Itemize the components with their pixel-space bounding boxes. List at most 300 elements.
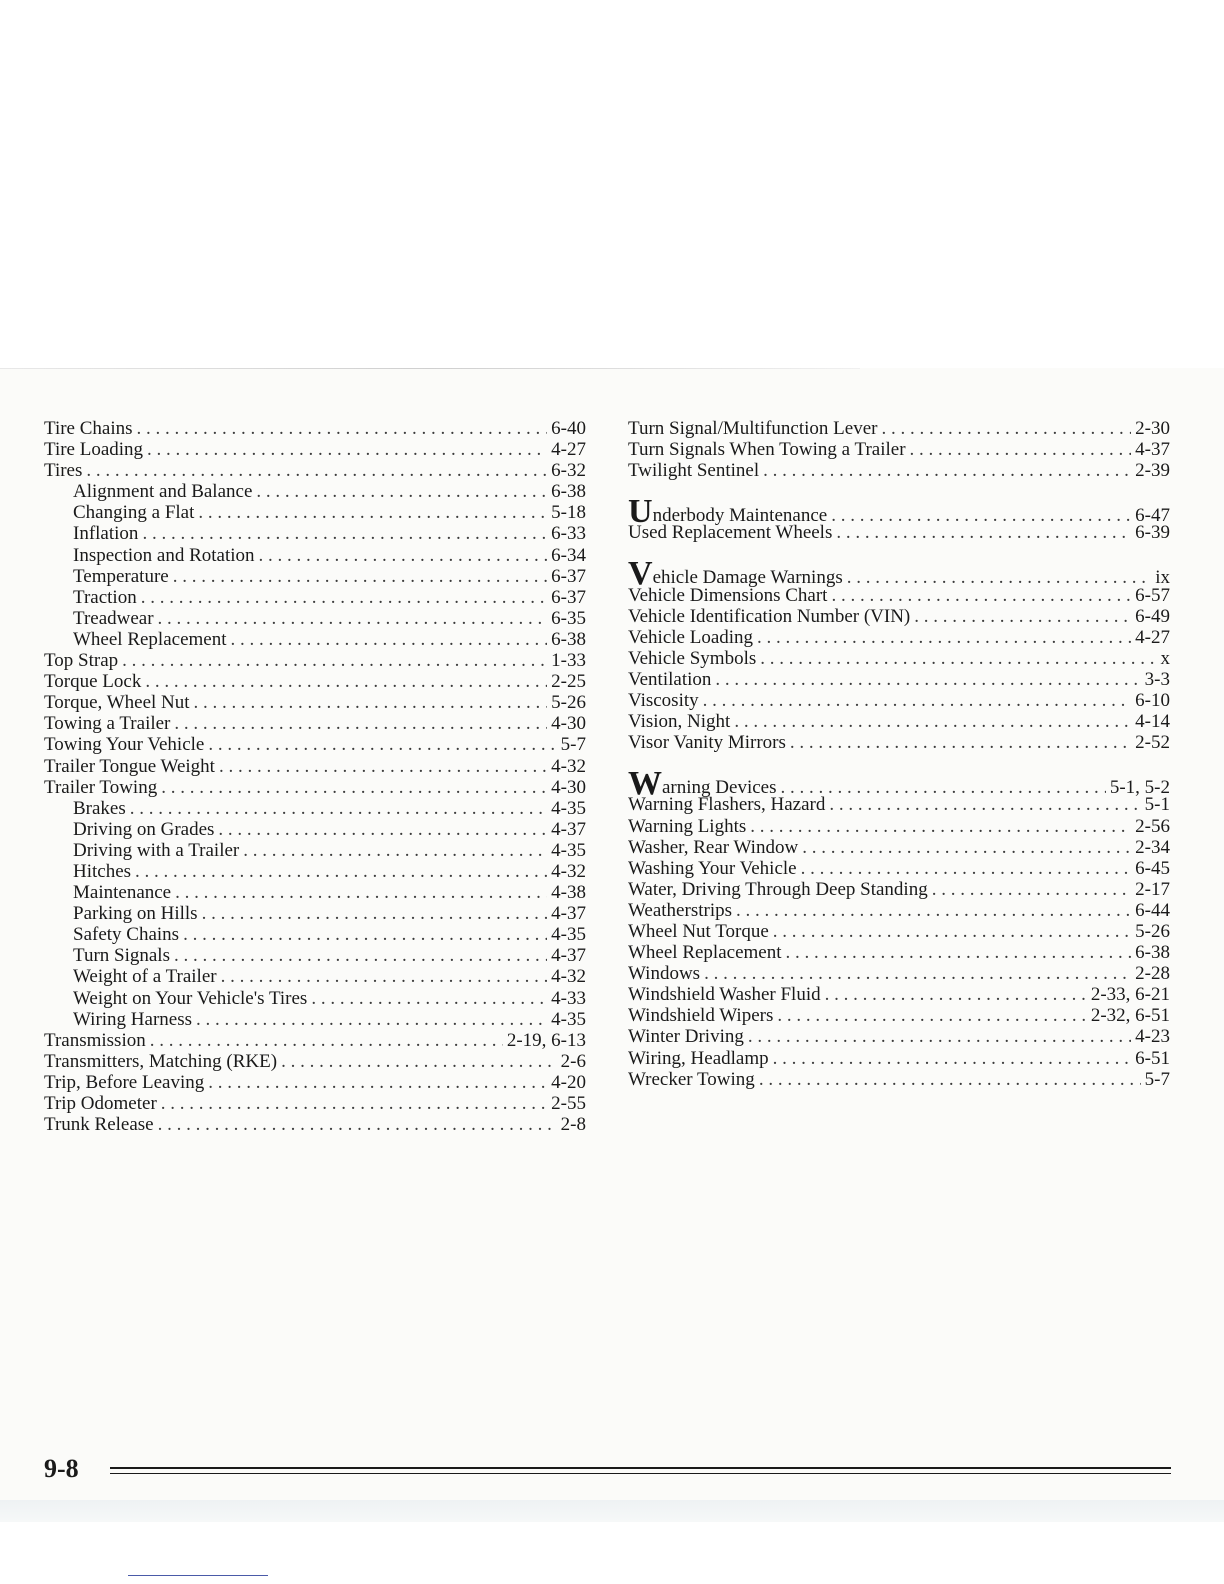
- entry-text: Weight of a Trailer: [73, 966, 217, 988]
- letter-group-gap: [628, 543, 1170, 563]
- entry-text: Transmitters, Matching (RKE): [44, 1050, 278, 1072]
- entry-label: [73, 966, 217, 987]
- index-entry: [44, 692, 586, 713]
- page-reference: 6-32: [551, 460, 586, 482]
- index-entry: [628, 585, 1170, 606]
- page-reference: x: [1160, 647, 1170, 669]
- dot-leader: [914, 606, 1131, 627]
- entry-label: [73, 798, 126, 819]
- entry-label: [73, 545, 255, 566]
- entry-text: Towing a Trailer: [44, 713, 171, 735]
- index-entry: [44, 777, 586, 798]
- index-entry: [628, 765, 1170, 803]
- index-entry: [628, 418, 1170, 439]
- page-reference: 2-33, 6-21: [1090, 984, 1170, 1006]
- entry-label: [73, 882, 171, 903]
- dot-leader: [734, 711, 1131, 732]
- entry-text: Towing Your Vehicle: [44, 734, 205, 756]
- page-reference: 2-25: [551, 671, 586, 693]
- entry-label: [73, 629, 227, 650]
- index-entry: [628, 732, 1170, 753]
- index-entry: [44, 439, 586, 460]
- index-entry: [628, 858, 1170, 879]
- dot-leader: [221, 966, 548, 987]
- entry-text: Trunk Release: [44, 1114, 154, 1136]
- index-entry: [628, 1005, 1170, 1026]
- dot-leader: [763, 460, 1131, 481]
- index-entry: [628, 816, 1170, 837]
- page-reference: ix: [1155, 567, 1170, 589]
- entry-label: [44, 650, 118, 671]
- dot-leader: [801, 858, 1132, 879]
- dot-leader: [831, 585, 1131, 606]
- index-entry: [628, 921, 1170, 942]
- page-reference: 6-38: [551, 628, 586, 650]
- entry-text: Alignment and Balance: [73, 481, 253, 503]
- letter-group-gap: [628, 481, 1170, 501]
- page-footer: [44, 1454, 1171, 1483]
- page-reference: 2-56: [1135, 815, 1170, 837]
- index-subentry: [44, 523, 586, 544]
- entry-label: [44, 692, 190, 713]
- index-entry: [44, 460, 586, 481]
- page-reference: 2-55: [551, 1093, 586, 1114]
- page-reference: 6-37: [551, 586, 586, 608]
- entry-text: Ventilation: [628, 668, 712, 690]
- page-reference: 4-27: [1135, 626, 1170, 648]
- index-entry: [44, 1114, 586, 1135]
- dot-leader: [175, 882, 547, 903]
- page-reference: 4-37: [551, 903, 586, 925]
- page-reference: 4-33: [551, 987, 586, 1009]
- entry-text: Washer, Rear Window: [628, 836, 799, 858]
- footer-rule: [110, 1467, 1171, 1469]
- entry-text: Driving with a Trailer: [73, 839, 240, 861]
- entry-label: [44, 713, 170, 734]
- entry-label: [628, 794, 825, 815]
- dot-leader: [141, 587, 547, 608]
- index-entry: [628, 690, 1170, 711]
- entry-text: nderbody Maintenance: [652, 505, 828, 527]
- entry-text: Vehicle Identification Number (VIN): [628, 605, 911, 627]
- entry-text: Vehicle Symbols: [628, 647, 757, 669]
- page-reference: 6-38: [1135, 942, 1170, 964]
- dot-leader: [790, 732, 1131, 753]
- entry-text: Turn Signals When Towing a Trailer: [628, 439, 906, 461]
- page-reference: 6-45: [1135, 857, 1170, 879]
- page-reference: 4-38: [551, 882, 586, 904]
- index-subentry: [44, 945, 586, 966]
- entry-label: [628, 1048, 769, 1069]
- entry-label: [628, 460, 759, 481]
- dot-leader: [86, 460, 547, 481]
- entry-label: [73, 481, 252, 502]
- index-subentry: [44, 861, 586, 882]
- entry-text: Wiring, Headlamp: [628, 1047, 769, 1069]
- dot-leader: [750, 816, 1131, 837]
- dot-leader: [829, 794, 1140, 815]
- entry-label: [73, 608, 154, 629]
- entry-label: [73, 924, 179, 945]
- dot-leader: [145, 671, 547, 692]
- index-entry: [44, 1093, 586, 1114]
- page-reference: 5-7: [560, 734, 586, 756]
- dot-leader: [147, 439, 547, 460]
- dot-leader: [773, 921, 1131, 942]
- entry-text: Trip Odometer: [44, 1093, 157, 1114]
- page-reference: 6-51: [1135, 1047, 1170, 1069]
- entry-text: Windshield Washer Fluid: [628, 984, 821, 1006]
- index-entry: [44, 650, 586, 671]
- index-subentry: [44, 1009, 586, 1030]
- entry-label: [628, 900, 732, 921]
- dot-leader: [802, 837, 1131, 858]
- entry-text: Tire Loading: [44, 439, 144, 461]
- index-column-left: [44, 418, 586, 1135]
- dot-leader: [174, 713, 547, 734]
- entry-label: [73, 523, 138, 544]
- dot-leader: [194, 692, 548, 713]
- entry-text: Vehicle Loading: [628, 626, 754, 648]
- entry-label: [73, 840, 239, 861]
- page-reference: 5-26: [551, 692, 586, 714]
- index-entry: [44, 671, 586, 692]
- index-subentry: [44, 481, 586, 502]
- entry-text: Warning Flashers, Hazard: [628, 794, 826, 816]
- entry-text: Driving on Grades: [73, 818, 215, 840]
- index-subentry: [44, 966, 586, 987]
- index-column-right: [628, 418, 1170, 1090]
- entry-label: [73, 566, 169, 587]
- entry-text: Turn Signals: [73, 945, 170, 967]
- entry-label: [628, 418, 877, 439]
- dot-leader: [218, 819, 547, 840]
- entry-text: Temperature: [73, 565, 169, 587]
- dot-leader: [208, 1072, 547, 1093]
- entry-text: Winter Driving: [628, 1026, 744, 1048]
- entry-label: [44, 460, 82, 481]
- dot-leader: [759, 1069, 1141, 1090]
- page-reference: 5-1: [1144, 794, 1170, 816]
- dot-leader: [137, 418, 548, 439]
- entry-label: [628, 711, 730, 732]
- index-subentry: [44, 903, 586, 924]
- page-reference: 6-57: [1135, 584, 1170, 606]
- section-letter: V: [628, 555, 653, 593]
- index-entry: [44, 713, 586, 734]
- page-reference: 6-44: [1135, 899, 1170, 921]
- index-entry: [628, 555, 1170, 593]
- index-entry: [44, 418, 586, 439]
- page-reference: 2-19, 6-13: [506, 1029, 586, 1051]
- entry-label: [628, 942, 782, 963]
- page-reference: 5-26: [1135, 920, 1170, 942]
- page-reference: 2-32, 6-51: [1090, 1005, 1170, 1027]
- dot-leader: [881, 418, 1131, 439]
- index-entry: [44, 1072, 586, 1093]
- entry-text: Changing a Flat: [73, 502, 195, 524]
- entry-text: Water, Driving Through Deep Standing: [628, 878, 928, 900]
- page-reference: 2-6: [560, 1050, 586, 1072]
- page-reference: 4-27: [551, 439, 586, 461]
- index-subentry: [44, 819, 586, 840]
- entry-label: [628, 669, 711, 690]
- dot-leader: [161, 1093, 547, 1114]
- entry-label: [44, 1093, 157, 1114]
- entry-label: [628, 648, 756, 669]
- index-entry: [628, 963, 1170, 984]
- entry-text: Torque Lock: [44, 671, 142, 693]
- entry-label: [73, 945, 170, 966]
- dot-leader: [259, 545, 548, 566]
- index-subentry: [44, 545, 586, 566]
- dot-leader: [311, 988, 547, 1009]
- entry-label: [628, 837, 798, 858]
- dot-leader: [715, 669, 1140, 690]
- dot-leader: [256, 481, 547, 502]
- entry-text: Safety Chains: [73, 924, 180, 946]
- entry-text: Treadwear: [73, 607, 154, 629]
- dot-leader: [158, 608, 548, 629]
- page-reference: 6-33: [551, 523, 586, 545]
- dot-leader: [122, 650, 547, 671]
- page-reference: 4-35: [551, 924, 586, 946]
- page-top-edge: [0, 368, 860, 369]
- index-entry: [628, 1069, 1170, 1090]
- entry-text: Vehicle Dimensions Chart: [628, 584, 828, 606]
- page-reference: 4-37: [551, 945, 586, 967]
- entry-label: [73, 502, 194, 523]
- page-reference: 4-30: [551, 713, 586, 735]
- section-letter: U: [628, 493, 653, 531]
- entry-text: Hitches: [73, 860, 132, 882]
- dot-leader: [219, 756, 547, 777]
- entry-label: [44, 756, 215, 777]
- index-entry: [628, 439, 1170, 460]
- index-subentry: [44, 882, 586, 903]
- entry-text: Weatherstrips: [628, 899, 732, 921]
- dot-leader: [150, 1030, 503, 1051]
- dot-leader: [910, 439, 1132, 460]
- index-subentry: [44, 608, 586, 629]
- dot-leader: [130, 798, 547, 819]
- dot-leader: [836, 522, 1131, 543]
- entry-text: Windshield Wipers: [628, 1005, 774, 1027]
- page-reference: 6-35: [551, 607, 586, 629]
- entry-text: Wrecker Towing: [628, 1068, 755, 1090]
- entry-label: [628, 732, 786, 753]
- index-entry: [628, 627, 1170, 648]
- dot-leader: [757, 627, 1131, 648]
- page-reference: 4-32: [551, 755, 586, 777]
- entry-text: Wiring Harness: [73, 1008, 193, 1030]
- entry-text: Viscosity: [628, 690, 699, 712]
- entry-label: [44, 418, 133, 439]
- entry-label: [73, 819, 214, 840]
- entry-text: Visor Vanity Mirrors: [628, 732, 786, 754]
- page-reference: 4-35: [551, 797, 586, 819]
- entry-label: [628, 1005, 773, 1026]
- entry-label: [44, 1072, 204, 1093]
- dot-leader: [173, 566, 547, 587]
- page-reference: 2-30: [1135, 418, 1170, 439]
- page-reference: 4-35: [551, 839, 586, 861]
- index-subentry: [44, 988, 586, 1009]
- entry-text: Weight on Your Vehicle's Tires: [73, 987, 308, 1009]
- entry-text: Traction: [73, 586, 137, 608]
- dot-leader: [198, 502, 547, 523]
- footer-rule-thin: [110, 1473, 1171, 1474]
- index-entry: [44, 1030, 586, 1051]
- index-subentry: [44, 798, 586, 819]
- entry-text: Turn Signal/Multifunction Lever: [628, 418, 878, 439]
- entry-text: Windows: [628, 963, 701, 985]
- entry-text: Wheel Replacement: [628, 942, 782, 964]
- entry-label: [628, 439, 906, 460]
- entry-label: [44, 671, 141, 692]
- entry-label: [628, 606, 910, 627]
- entry-text: Twilight Sentinel: [628, 460, 760, 482]
- entry-text: Torque, Wheel Nut: [44, 692, 190, 714]
- entry-label: [628, 627, 753, 648]
- page-reference: 6-37: [551, 565, 586, 587]
- index-entry: [628, 606, 1170, 627]
- entry-label: [628, 921, 769, 942]
- entry-text: Used Replacement Wheels: [628, 522, 833, 544]
- entry-label: [44, 1114, 154, 1135]
- entry-label: [628, 984, 821, 1005]
- dot-leader: [161, 777, 547, 798]
- index-subentry: [44, 566, 586, 587]
- page-reference: 3-3: [1144, 668, 1170, 690]
- dot-leader: [231, 629, 548, 650]
- index-entry: [628, 942, 1170, 963]
- index-entry: [44, 734, 586, 755]
- index-entry: [628, 522, 1170, 543]
- page-bottom-edge: [0, 1500, 1224, 1522]
- entry-text: Brakes: [73, 797, 126, 819]
- index-entry: [628, 493, 1170, 531]
- entry-label: [73, 587, 137, 608]
- entry-text: arning Devices: [662, 777, 777, 799]
- index-subentry: [44, 924, 586, 945]
- dot-leader: [281, 1051, 557, 1072]
- entry-text: Inspection and Rotation: [73, 544, 255, 566]
- index-entry: [44, 1051, 586, 1072]
- index-entry: [628, 460, 1170, 481]
- page-reference: 6-47: [1135, 505, 1170, 527]
- dot-leader: [208, 734, 556, 755]
- page-reference: 5-1, 5-2: [1109, 777, 1170, 799]
- dot-leader: [243, 840, 547, 861]
- index-entry: [628, 669, 1170, 690]
- dot-leader: [202, 903, 548, 924]
- dot-leader: [703, 690, 1132, 711]
- page-reference: 6-38: [551, 481, 586, 503]
- page-reference: 2-39: [1135, 460, 1170, 482]
- dot-leader: [932, 879, 1131, 900]
- entry-label: [628, 879, 928, 900]
- entry-label: [73, 903, 198, 924]
- entry-label: [44, 439, 143, 460]
- entry-text: Wheel Nut Torque: [628, 920, 769, 942]
- entry-label: [628, 858, 797, 879]
- page-reference: 5-18: [551, 502, 586, 524]
- page-reference: 4-23: [1135, 1026, 1170, 1048]
- page-reference: 4-30: [551, 776, 586, 798]
- entry-text: Vision, Night: [628, 711, 731, 733]
- index-entry: [628, 648, 1170, 669]
- index-entry: [44, 756, 586, 777]
- index-entry: [628, 900, 1170, 921]
- entry-label: [44, 1051, 277, 1072]
- entry-label: [44, 1030, 146, 1051]
- index-entry: [628, 984, 1170, 1005]
- page-reference: 4-20: [551, 1071, 586, 1093]
- dot-leader: [142, 523, 547, 544]
- entry-label: [73, 861, 131, 882]
- page-number: 9-8: [44, 1454, 79, 1483]
- page-reference: 4-32: [551, 860, 586, 882]
- entry-label: [628, 816, 746, 837]
- page-reference: 6-39: [1135, 522, 1170, 544]
- section-letter: W: [628, 765, 662, 803]
- dot-leader: [825, 984, 1087, 1005]
- dot-leader: [736, 900, 1131, 921]
- entry-label: [628, 690, 699, 711]
- index-subentry: [44, 502, 586, 523]
- page-reference: 6-40: [551, 418, 586, 439]
- entry-text: Maintenance: [73, 882, 172, 904]
- scan-artifact-line: [128, 1575, 268, 1576]
- entry-text: Wheel Replacement: [73, 628, 227, 650]
- page-reference: 2-28: [1135, 963, 1170, 985]
- entry-text: Tire Chains: [44, 418, 133, 439]
- index-subentry: [44, 629, 586, 650]
- dot-leader: [135, 861, 547, 882]
- page-reference: 6-34: [551, 544, 586, 566]
- entry-label: [628, 1069, 755, 1090]
- entry-label: [628, 1026, 744, 1047]
- index-subentry: [44, 587, 586, 608]
- dot-leader: [760, 648, 1156, 669]
- entry-label: [73, 1009, 192, 1030]
- entry-text: Warning Lights: [628, 815, 747, 837]
- page-reference: 4-14: [1135, 711, 1170, 733]
- entry-text: Inflation: [73, 523, 139, 545]
- dot-leader: [174, 945, 547, 966]
- page-reference: 4-32: [551, 966, 586, 988]
- entry-text: Tires: [44, 460, 83, 482]
- entry-text: Parking on Hills: [73, 903, 198, 925]
- entry-label: [628, 522, 832, 543]
- dot-leader: [748, 1026, 1131, 1047]
- page-reference: 6-10: [1135, 690, 1170, 712]
- page-reference: 2-34: [1135, 836, 1170, 858]
- index-subentry: [44, 840, 586, 861]
- entry-label: [628, 963, 700, 984]
- page-reference: 2-17: [1135, 878, 1170, 900]
- dot-leader: [196, 1009, 547, 1030]
- entry-label: [44, 777, 157, 798]
- index-entry: [628, 1026, 1170, 1047]
- dot-leader: [773, 1048, 1132, 1069]
- page-reference: 6-49: [1135, 605, 1170, 627]
- dot-leader: [777, 1005, 1086, 1026]
- index-entry: [628, 1048, 1170, 1069]
- page-reference: 1-33: [551, 650, 586, 672]
- index-entry: [628, 711, 1170, 732]
